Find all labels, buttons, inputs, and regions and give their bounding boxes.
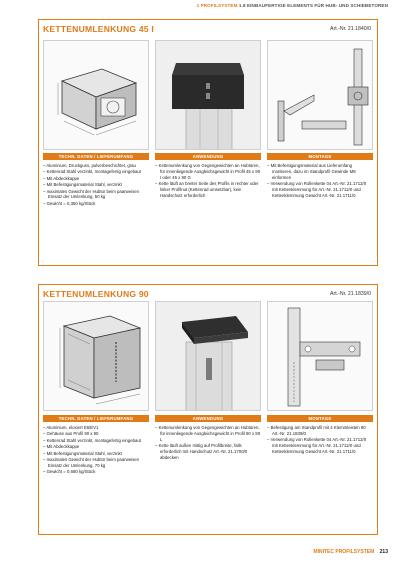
list-item: – Kettenrad Stahl verzinkt, montagefertig eingebaut bbox=[43, 169, 149, 175]
product-photo-image bbox=[155, 40, 261, 150]
column-heading-assembly: MONTAGE bbox=[267, 153, 373, 160]
product-photo-image bbox=[155, 301, 261, 411]
assembly-list bbox=[267, 425, 373, 455]
column-heading-application: ANWENDUNG bbox=[155, 153, 261, 160]
article-number: Art.-Nr. 21.1839/0 bbox=[330, 291, 371, 297]
application-list bbox=[155, 425, 261, 461]
list-item: – Kettenrad Stahl verzinkt, montagefertig eingebaut bbox=[43, 438, 149, 444]
dimension-drawing-image bbox=[43, 40, 149, 150]
list-item: – Mit Befestigungsmaterial Stahl, verzinkt bbox=[43, 451, 149, 457]
list-item: – Verwendung von Rollenkette 04 Art.-Nr. 21.1712/0 mit Kettenklemmung für Art.-Nr. 21.1712/0 und Kettenklemmung Gewicht Art.-Nr. 21.1711/0 bbox=[267, 181, 373, 198]
list-item: – Aluminium, Druckguss, pulverbeschichtet, grau bbox=[43, 163, 149, 169]
assembly-list bbox=[267, 163, 373, 199]
product-section-90 bbox=[38, 284, 378, 535]
list-item: – Aluminium, eloxiert E6/EV1 bbox=[43, 425, 149, 431]
column-heading-assembly: MONTAGE bbox=[267, 415, 373, 422]
list-item: – Kette läuft außen mittig auf Profilbreite, falls erforderlich mit Handschutz Art.-Nr. 21.1700/0 abdecken bbox=[155, 443, 261, 460]
product-title: KETTENUMLENKUNG 45 I bbox=[43, 24, 154, 34]
technical-data-list bbox=[43, 425, 149, 476]
list-item: – Mit Abdeckkappe bbox=[43, 444, 149, 450]
technical-data-list bbox=[43, 163, 149, 207]
list-item: – Verwendung von Rollenkette 04 Art.-Nr. 21.1712/0 mit Kettenklemmung für Art.-Nr. 21.1712/0 und Kettenklemmung Gewicht Art.-Nr. 21.1711/0 bbox=[267, 437, 373, 454]
list-item: – Mit Befestigungsmaterial Stahl, verzinkt bbox=[43, 182, 149, 188]
list-item: – Gewicht = 0,680 kg/Stück bbox=[43, 469, 149, 475]
column-heading-technical-data: TECHN. DATEN / LIEFERUMFANG bbox=[43, 415, 149, 422]
list-item: – Gewicht = 0,350 kg/Stück bbox=[43, 201, 149, 207]
list-item: – Befestigung am Standprofil mit 4 Klemmleisten 90 Art.-Nr. 21.1839/0 bbox=[267, 425, 373, 437]
product-section-45i bbox=[38, 19, 378, 266]
list-item: – Gehäuse aus Profil 90 x 90 bbox=[43, 431, 149, 437]
article-number: Art.-Nr. 21.1840/0 bbox=[330, 26, 371, 32]
running-header bbox=[197, 3, 388, 8]
page-number: 213 bbox=[379, 549, 388, 555]
list-item: – Mit Abdeckkappe bbox=[43, 176, 149, 182]
list-item: – maximales Gewicht der Hubtür beim paarweisen Einsatz der Umlenkung, 50 kg bbox=[43, 189, 149, 201]
column-heading-technical-data: TECHN. DATEN / LIEFERUMFANG bbox=[43, 153, 149, 160]
assembly-drawing-image bbox=[267, 301, 373, 411]
footer-brand: MINITEC PROFILSYSTEM bbox=[313, 549, 375, 555]
list-item: – Kettenumlenkung von Gegengewichten an Hubtüren, für innenliegende Ausgleichsgewicht in Profil 45 x 90 I oder 45 x 90 G bbox=[155, 163, 261, 180]
list-item: – maximales Gewicht der Hubtür beim paarweisen Einsatz der Umlenkung, 70 kg bbox=[43, 457, 149, 469]
header-section-label: 1 PROFILSYSTEM bbox=[196, 3, 238, 8]
header-chapter-label: 1.8 EINBAUFERTIGE ELEMENTS FÜR HUB- UND SCHIEBETOREN bbox=[238, 3, 388, 8]
product-title: KETTENUMLENKUNG 90 bbox=[43, 289, 149, 299]
column-heading-application: ANWENDUNG bbox=[155, 415, 261, 422]
list-item: – Mit Befestigungsmaterial aus Lieferumfang montieren, dazu im Standprofil Gewinde M8 einformen bbox=[267, 163, 373, 180]
list-item: – Kette läuft an breiter Seite des Profils in rechter oder linker Profilnut (Kettenrad umsetzbar), kein Handschutz erforderlich bbox=[155, 181, 261, 198]
page-footer bbox=[313, 549, 388, 555]
assembly-drawing-image bbox=[267, 40, 373, 150]
list-item: – Kettenumlenkung von Gegengewichten an Hubtüren, für innenliegende Ausgleichsgewicht in Profil 90 x 90 L bbox=[155, 425, 261, 442]
dimension-drawing-image bbox=[43, 301, 149, 411]
application-list bbox=[155, 163, 261, 199]
